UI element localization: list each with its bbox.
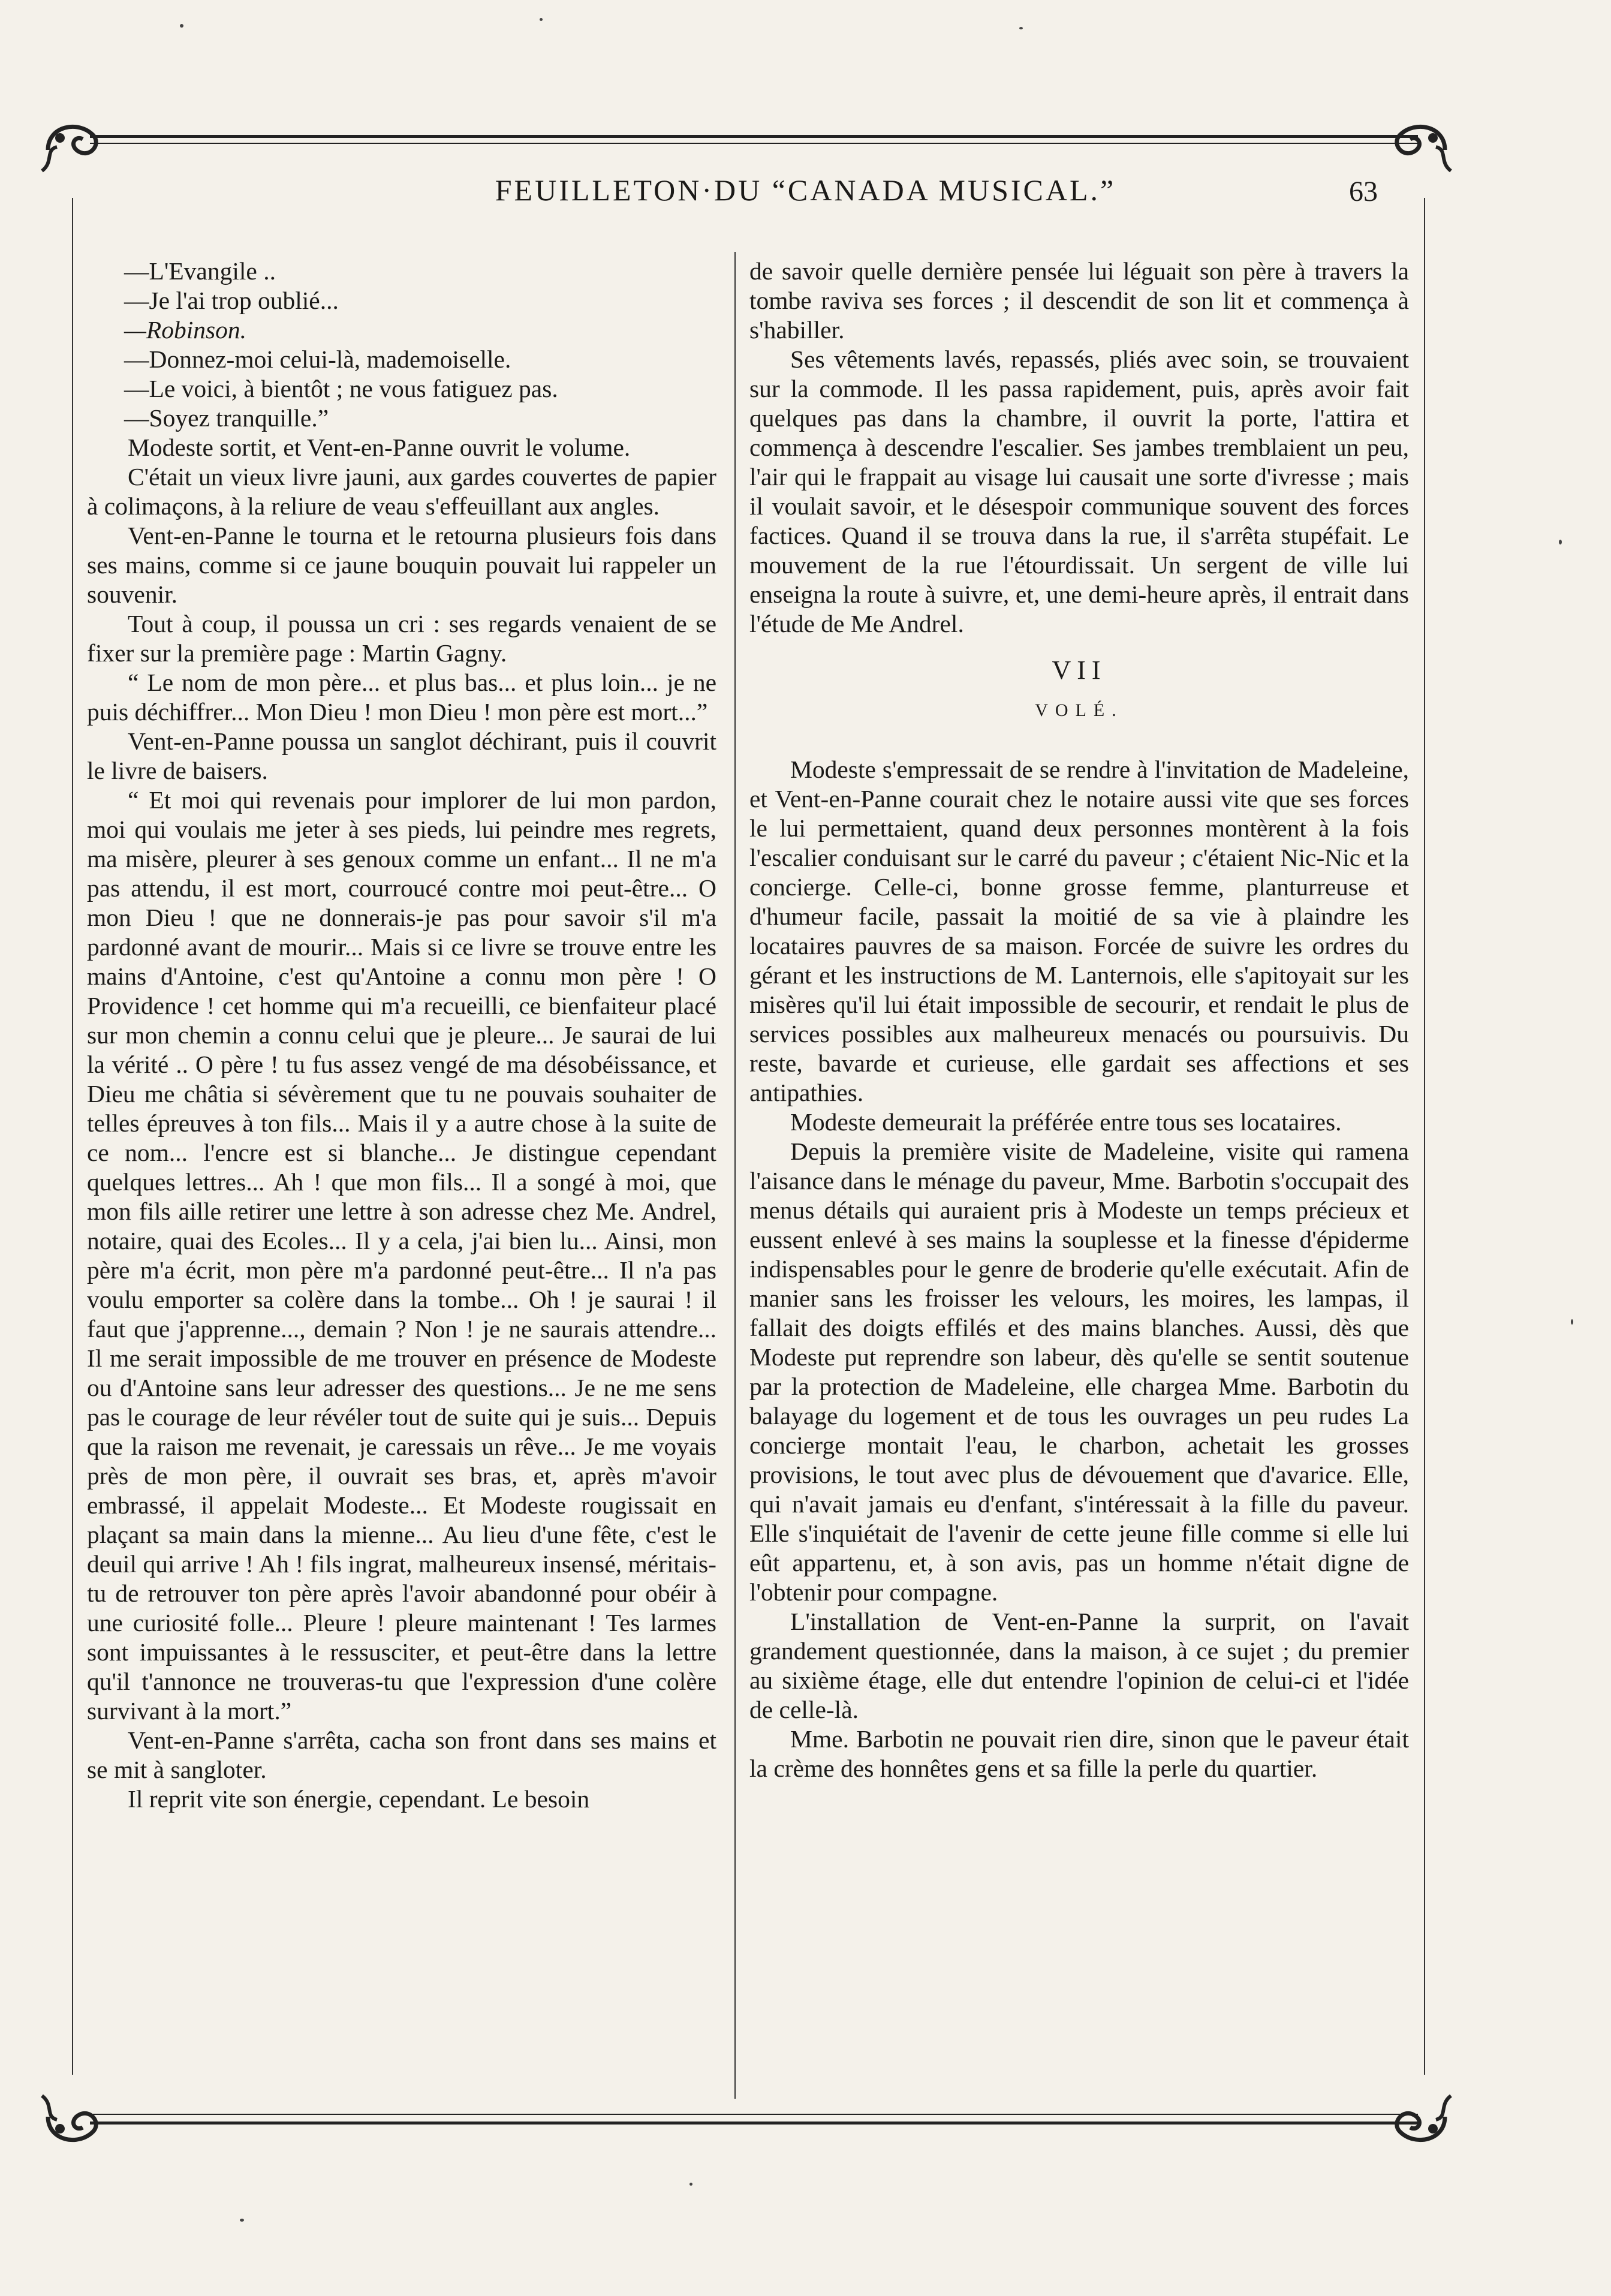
paragraph: Ses vêtements lavés, repassés, pliés avec soin, se trouvaient sur la commode. Il les passa rapidement, puis, après avoir fait quelques pas dans la chambre, il ouvrit la porte, l'attira et commença à descendre l'escalier. Ses jambes tremblaient un peu, l'air qui le frappait au visage lui causait une sorte d'ivresse ; mais il voulait savoir, et le désespoir communique souvent des forces factices. Quand il se trouva dans la rue, il s'arrêta stupéfait. Le mouvement de la rue l'étourdissait. Un sergent de ville lui enseigna la route à suivre, et, une demi-heure après, il entrait dans l'étude de Me Andrel. [749, 345, 1409, 637]
left-text-column [87, 257, 716, 1814]
paragraph: Vent-en-Panne le tourna et le retourna plusieurs fois dans ses mains, comme si ce jaune bouquin pouvait lui rappeler un souvenir. [87, 522, 716, 608]
print-speck [240, 2219, 244, 2222]
running-header-title: FEUILLETON·DU “CANADA MUSICAL.” [495, 173, 1116, 207]
paragraph: Modeste demeurait la préférée entre tous ses locataires. [790, 1108, 1342, 1136]
paragraph: Modeste sortit, et Vent-en-Panne ouvrit le volume. [128, 434, 631, 461]
right-border-line [1424, 198, 1425, 2075]
paragraph: L'installation de Vent-en-Panne la surprit, on l'avait grandement questionnée, dans la maison, à ce sujet ; du premier au sixième étage, elle dut entendre l'opinion de celui-ci et l'idée de celle-là. [749, 1608, 1409, 1723]
dialogue-line: —Robinson. [124, 316, 247, 344]
bottom-border-rule-thin [90, 2114, 1418, 2115]
corner-ornament-bottom-right [1385, 2087, 1457, 2153]
right-text-column [749, 257, 1409, 1783]
chapter-title: VOLÉ. [1035, 700, 1124, 720]
paragraph: “ Et moi qui revenais pour implorer de lui mon pardon, moi qui voulais me jeter à ses pieds, lui peindre mes regrets, ma misère, pleurer à ses genoux comme un enfant... Il ne m'a pas attendu, il est mort, courroucé contre moi peut-être... O mon Dieu ! que ne donnerais-je pas pour savoir s'il m'a pardonné avant de mourir... Mais si ce livre se trouve entre les mains d'Antoine, c'est qu'Antoine a connu mon père ! O Providence ! cet homme qui m'a recueilli, ce bienfaiteur placé sur mon chemin a connu celui que je pleure... Je saurai de lui la vérité .. O père ! tu fus assez vengé de ma désobéissance, et Dieu me châtia si sévèrement que tu ne pouvais souhaiter de telles épreuves à ton fils... Mais il y a autre chose à la suite de ce nom... l'encre est si blanche... Je distingue cependant quelques lettres... Ah ! que mon fils... Il a songé à moi, que mon fils aille retirer une lettre à son adresse chez Me. Andrel, notaire, quai des Ecoles... Il y a cela, j'ai bien lu... Ainsi, mon père m'a écrit, mon père m'a pardonné peut-être... Il n'a pas voulu emporter sa colère dans la tombe... Oh ! je saurai ! il faut que j'apprenne..., demain ? Non ! je ne saurais attendre... Il me serait impossible de me trouver en présence de Modeste ou d'Antoine sans leur adresser des questions... Je ne me sens pas le courage de leur révéler tout de suite qui je suis... Depuis que la raison me revenait, je caressais un rêve... Je me voyais près de mon père, il ouvrait ses bras, et, après m'avoir embrassé, il appelait Modeste... Et Modeste rougissait en plaçant sa main dans la mienne... Au lieu d'une fête, c'est le deuil qui arrive ! Ah ! fils ingrat, malheureux insensé, méritais-tu de retrouver ton père après l'avoir abandonné pour obéir à une curiosité folle... Pleure ! pleure maintenant ! Tes larmes sont impuissantes à le ressusciter, et peut-être dans la lettre qu'il t'annonce ne trouveras-tu que l'expression d'une colère survivant à la mort.” [87, 786, 716, 1725]
paragraph: Depuis la première visite de Madeleine, visite qui ramena l'aisance dans le ménage du paveur, Mme. Barbotin s'occupait des menus détails qui auraient pris à Modeste un temps précieux et eussent enlevé à ses mains la souplesse et la finesse d'épiderme indispensables pour le genre de broderie qu'elle exécutait. Afin de manier sans les froisser les velours, les moires, les lampas, il fallait des doigts effilés et des mains blanches. Aussi, dès que Modeste put reprendre son labeur, dès qu'elle se sentit soutenue par la protection de Madeleine, elle chargea Mme. Barbotin du balayage du logement et de tous les ouvrages un peu rudes La concierge montait l'eau, le charbon, achetait les grosses provisions, le tout avec plus de dévouement que d'avarice. Elle, qui n'avait jamais eu d'enfant, s'intéressait à la fille du paveur. Elle s'inquiétait de l'avenir de cette jeune fille comme si elle lui eût appartenu, et, à son avis, pas un homme n'était digne de l'obtenir pour compagne. [749, 1138, 1409, 1606]
top-border-rule-thin [90, 143, 1418, 144]
page-number: 63 [1349, 176, 1378, 207]
paragraph: “ Le nom de mon père... et plus bas... et plus loin... je ne puis déchiffrer... Mon Dieu ! mon Dieu ! mon père est mort...” [87, 669, 716, 726]
print-speck [1019, 27, 1023, 29]
dialogue-line: —L'Evangile .. [124, 257, 276, 285]
paragraph: Modeste s'empressait de se rendre à l'invitation de Madeleine, et Vent-en-Panne courait chez le notaire aussi vite que ses forces le lui permettaient, quand deux personnes montèrent à la fois l'escalier conduisant sur le carré du paveur ; c'étaient Nic-Nic et la concierge. Celle-ci, bonne grosse femme, planturreuse et d'humeur facile, passait la moitié de sa vie à plaindre les locataires pauvres de sa maison. Forcée de suivre les ordres du gérant et les instructions de M. Lanternois, elle s'apitoyait sur les misères qu'il lui était impossible de secourir, et rendait le plus de services possibles aux malheureux menacés ou poursuivis. Du reste, bavarde et curieuse, elle gardait ses affections et ses antipathies. [749, 756, 1409, 1106]
dialogue-line: —Le voici, à bientôt ; ne vous fatiguez pas. [124, 375, 558, 402]
print-speck [1571, 1319, 1573, 1325]
print-speck [180, 24, 183, 28]
print-speck [1559, 540, 1562, 544]
print-speck [689, 2183, 692, 2186]
bottom-border-rule [90, 2122, 1418, 2125]
paragraph: C'était un vieux livre jauni, aux gardes couvertes de papier à colimaçons, à la reliure de veau s'effeuillant aux angles. [87, 463, 716, 520]
corner-ornament-bottom-left [36, 2087, 108, 2153]
paragraph: Il reprit vite son énergie, cependant. Le besoin [128, 1785, 590, 1813]
paragraph: Vent-en-Panne s'arrêta, cacha son front dans ses mains et se mit à sangloter. [87, 1726, 716, 1783]
left-border-line [72, 198, 73, 2075]
dialogue-line: —Donnez-moi celui-là, mademoiselle. [124, 345, 511, 373]
print-speck [540, 18, 543, 21]
column-divider [734, 252, 736, 2099]
dialogue-line: —Soyez tranquille.” [124, 404, 329, 432]
paragraph: Tout à coup, il poussa un cri : ses regards venaient de se fixer sur la première page : Martin Gagny. [87, 610, 716, 667]
paragraph: Mme. Barbotin ne pouvait rien dire, sinon que le paveur était la crème des honnêtes gens et sa fille la perle du quartier. [749, 1725, 1409, 1782]
paragraph-continuation: de savoir quelle dernière pensée lui léguait son père à travers la tombe raviva ses forces ; il descendit de son lit et commença à s'habiller. [749, 257, 1409, 344]
corner-ornament-top-left [36, 114, 108, 180]
top-border-rule [90, 135, 1418, 138]
dialogue-line: —Je l'ai trop oublié... [124, 287, 339, 314]
chapter-number: VII [1052, 655, 1107, 685]
corner-ornament-top-right [1385, 114, 1457, 180]
paragraph: Vent-en-Panne poussa un sanglot déchirant, puis il couvrit le livre de baisers. [87, 727, 716, 784]
